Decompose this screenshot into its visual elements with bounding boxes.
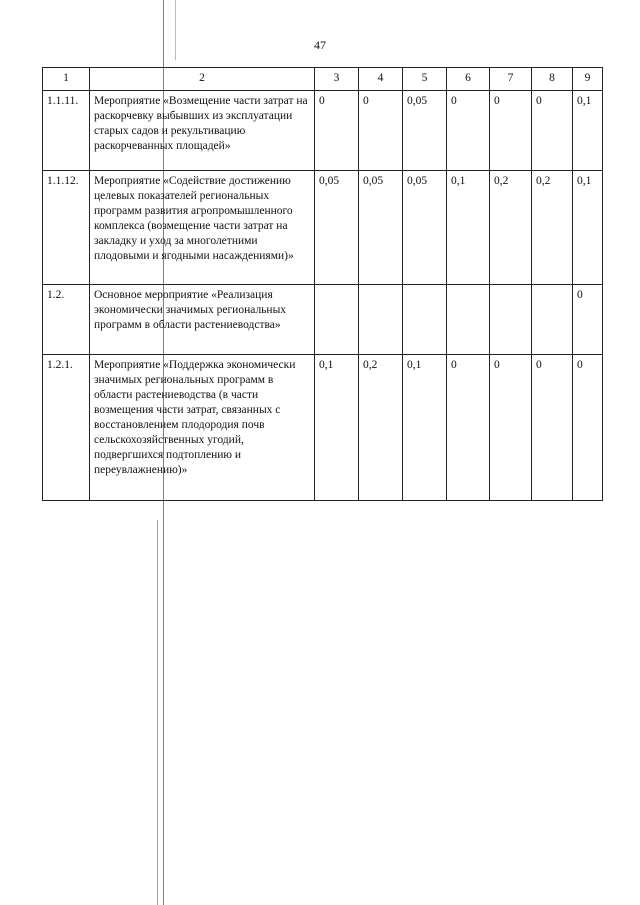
row-value: 0 [447, 355, 490, 501]
row-code: 1.1.12. [43, 171, 90, 285]
row-value: 0,05 [359, 171, 403, 285]
row-value: 0 [490, 355, 532, 501]
row-value [532, 285, 573, 355]
row-value [490, 285, 532, 355]
row-code: 1.2.1. [43, 355, 90, 501]
scan-artifact-line [157, 520, 158, 905]
row-value: 0,05 [403, 171, 447, 285]
table-row [43, 91, 603, 171]
row-name: Мероприятие «Содействие достижению целевых показателей региональных программ развития агропромышленного комплекса (возмещение части затрат на закладку и уход за многолетними плодовыми и ягодными насаждениями)» [90, 171, 315, 285]
row-name: Мероприятие «Возмещение части затрат на раскорчевку выбывших из эксплуатации старых садов и рекультивацию раскорчеванных площадей» [90, 91, 315, 171]
page-number: 47 [314, 38, 326, 52]
column-header: 3 [315, 68, 359, 91]
row-value: 0 [573, 285, 603, 355]
row-code: 1.1.11. [43, 91, 90, 171]
row-value [359, 285, 403, 355]
column-header: 8 [532, 68, 573, 91]
row-code: 1.2. [43, 285, 90, 355]
column-header: 2 [90, 68, 315, 91]
row-value: 0,05 [315, 171, 359, 285]
row-value: 0 [490, 91, 532, 171]
table-row [43, 171, 603, 285]
row-value: 0 [315, 91, 359, 171]
row-value [447, 285, 490, 355]
row-value: 0,1 [403, 355, 447, 501]
indicator-table [42, 67, 603, 501]
row-value: 0,2 [490, 171, 532, 285]
table-row [43, 355, 603, 501]
column-header: 6 [447, 68, 490, 91]
row-value: 0,1 [573, 91, 603, 171]
row-value: 0 [532, 91, 573, 171]
column-header: 4 [359, 68, 403, 91]
scan-artifact-line [175, 0, 176, 60]
row-value [315, 285, 359, 355]
row-value: 0,2 [532, 171, 573, 285]
row-value: 0 [359, 91, 403, 171]
row-name: Основное мероприятие «Реализация экономически значимых региональных программ в области растениеводства» [90, 285, 315, 355]
row-name: Мероприятие «Поддержка экономически значимых региональных программ в области растениеводства (в части возмещения части затрат, связанных с восстановлением плодородия почв сельскохозяйственных угодий, подвергшихся подтоплению и переувлажнению)» [90, 355, 315, 501]
row-value: 0,2 [359, 355, 403, 501]
column-header: 7 [490, 68, 532, 91]
row-value: 0,1 [573, 171, 603, 285]
table-header-row [43, 68, 603, 91]
row-value: 0,1 [447, 171, 490, 285]
column-header: 1 [43, 68, 90, 91]
row-value: 0 [573, 355, 603, 501]
row-value: 0,05 [403, 91, 447, 171]
row-value [403, 285, 447, 355]
row-value: 0,1 [315, 355, 359, 501]
row-value: 0 [447, 91, 490, 171]
table-row [43, 285, 603, 355]
column-header: 5 [403, 68, 447, 91]
column-header: 9 [573, 68, 603, 91]
row-value: 0 [532, 355, 573, 501]
